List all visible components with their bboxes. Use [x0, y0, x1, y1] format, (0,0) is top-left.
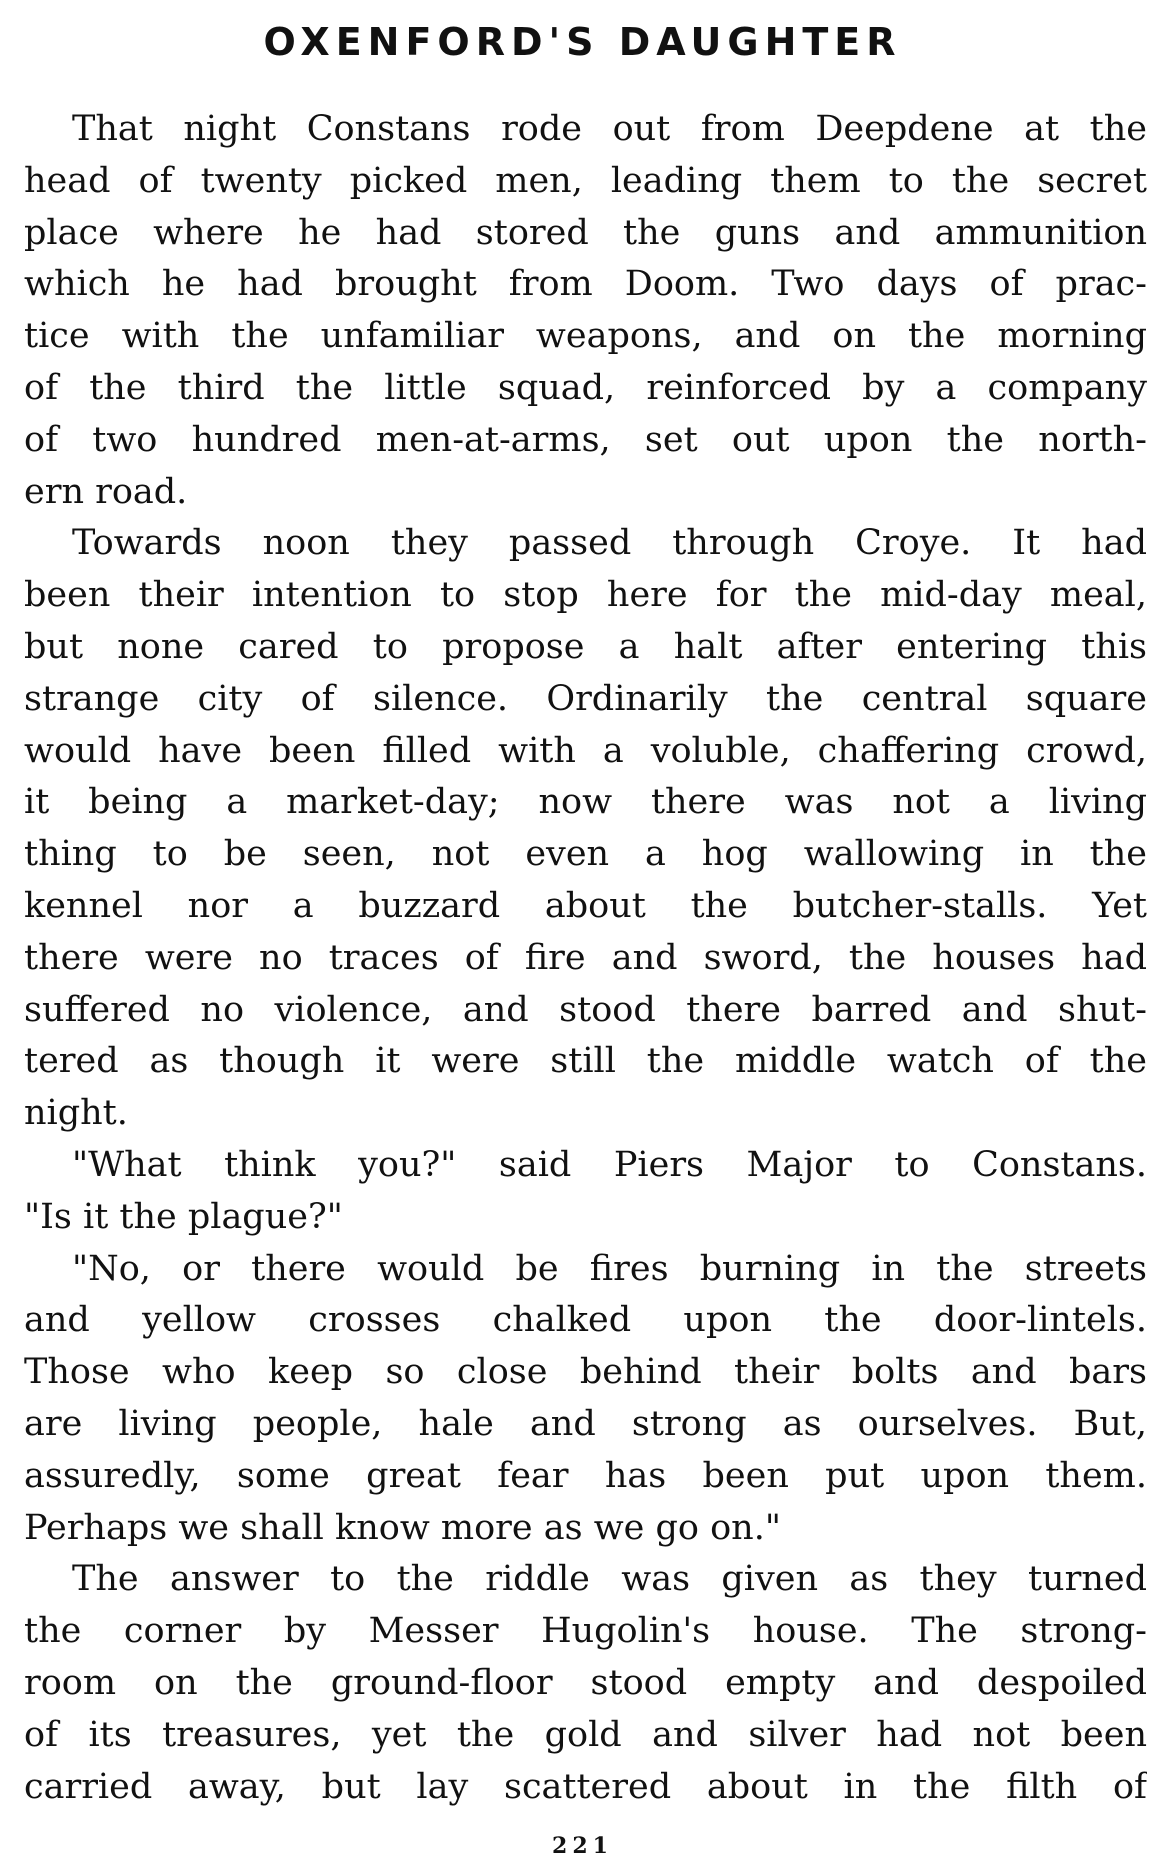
- text-line: carried away, but lay scattered about in the filth of: [24, 1766, 1147, 1807]
- paragraph-2: [24, 518, 1147, 1140]
- text-line: would have been filled with a voluble, chaffering crowd,: [24, 730, 1147, 771]
- text-line: ern road.: [24, 471, 188, 512]
- text-line: That night Constans rode out from Deepdene at the: [72, 109, 1147, 149]
- paragraph-5: [24, 1554, 1147, 1813]
- text-line: the corner by Messer Hugolin's house. The strong-: [24, 1611, 1147, 1652]
- text-line: place where he had stored the guns and ammunition: [24, 212, 1147, 253]
- text-line: it being a market-day; now there was not a living: [24, 782, 1147, 823]
- paragraph-3: [24, 1140, 1147, 1244]
- body-text: [24, 104, 1147, 1813]
- text-line: Those who keep so close behind their bolts and bars: [24, 1352, 1147, 1393]
- text-line: been their intention to stop here for the mid-day meal,: [24, 575, 1147, 616]
- text-line: Perhaps we shall know more as we go on.": [24, 1507, 781, 1548]
- text-line: of the third the little squad, reinforced by a company: [24, 367, 1147, 408]
- text-line: of two hundred men-at-arms, set out upon the north-: [24, 419, 1147, 460]
- paragraph-1: [24, 104, 1147, 518]
- text-line: assuredly, some great fear has been put upon them.: [24, 1455, 1147, 1496]
- text-line: tice with the unfamiliar weapons, and on the morning: [24, 316, 1147, 357]
- text-line: suffered no violence, and stood there barred and shut-: [24, 989, 1147, 1030]
- text-line: night.: [24, 1093, 128, 1134]
- text-line: Towards noon they passed through Croye. It had: [72, 523, 1147, 564]
- text-line: are living people, hale and strong as ourselves. But,: [24, 1403, 1147, 1444]
- text-line: kennel nor a buzzard about the butcher-stalls. Yet: [24, 885, 1147, 926]
- text-line: but none cared to propose a halt after entering this: [24, 626, 1147, 667]
- text-line: head of twenty picked men, leading them to the secret: [24, 160, 1147, 201]
- paragraph-4: [24, 1244, 1147, 1555]
- text-line: strange city of silence. Ordinarily the central square: [24, 678, 1147, 719]
- text-line: there were no traces of fire and sword, the houses had: [24, 937, 1147, 978]
- text-line: "No, or there would be fires burning in the streets: [72, 1248, 1147, 1289]
- running-title: OXENFORD'S DAUGHTER: [263, 20, 902, 64]
- text-line: of its treasures, yet the gold and silver had not been: [24, 1714, 1147, 1755]
- text-line: The answer to the riddle was given as they turned: [72, 1559, 1147, 1600]
- text-line: which he had brought from Doom. Two days of prac-: [24, 264, 1147, 305]
- text-line: thing to be seen, not even a hog wallowing in the: [24, 834, 1147, 875]
- text-line: and yellow crosses chalked upon the door-lintels.: [24, 1300, 1147, 1341]
- text-line: "What think you?" said Piers Major to Constans.: [72, 1144, 1147, 1185]
- page-number: 221: [552, 1833, 613, 1859]
- text-line: room on the ground-floor stood empty and despoiled: [24, 1662, 1147, 1703]
- text-line: "Is it the plague?": [24, 1196, 343, 1237]
- text-line: tered as though it were still the middle watch of the: [24, 1041, 1147, 1082]
